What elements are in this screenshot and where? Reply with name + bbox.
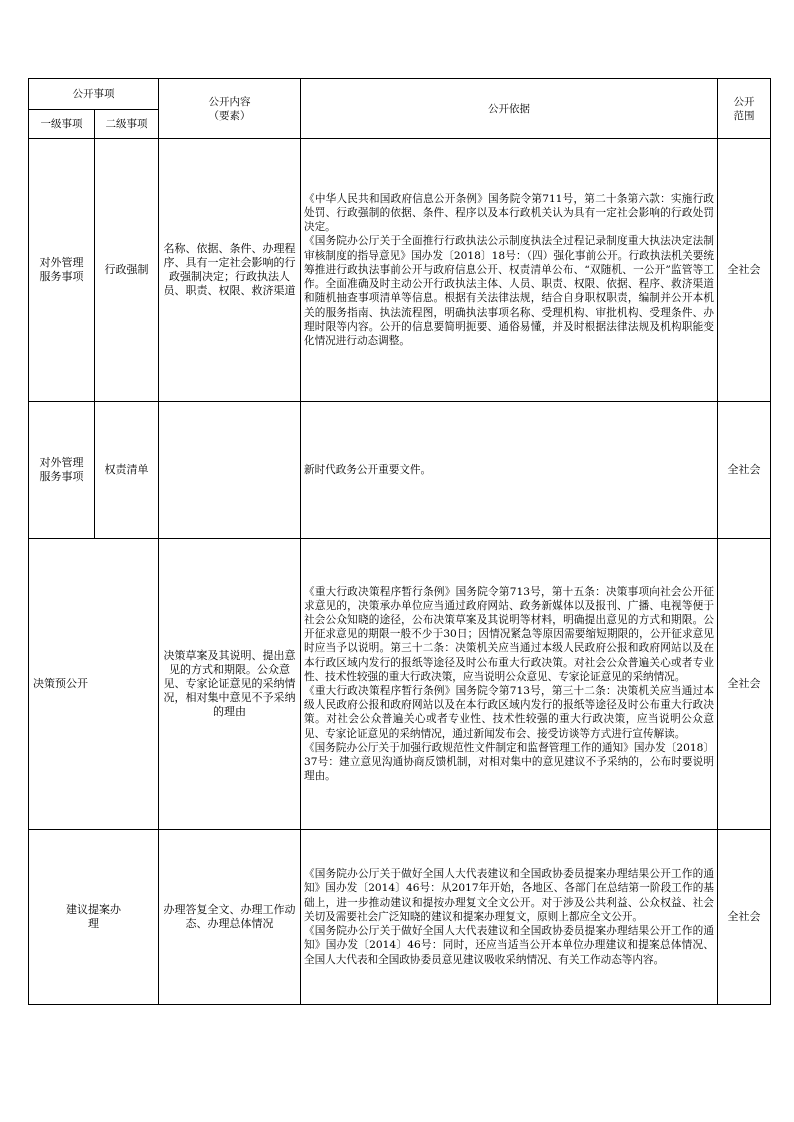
header-level1: 一级事项	[29, 110, 95, 139]
header-content-sub: （要素）	[208, 109, 251, 122]
basis-paragraph: 《国务院办公厅关于全面推行行政执法公示制度执法全过程记录制度重大执法决定法制审核制度的指导意见》国办发〔2018〕18号：（四）强化事前公开。行政执法机关要统筹推进行政执法事前公开与政府信息公开、权责清单公布、“双随机、一公开”监管等工作。全面准确及时主动公开行政执法主体、人员、职责、权限、依据、程序、救济渠道和随机抽查事项清单等信息。根据有关法律法规，结合自身职权职责，编制并公开本机关的服务指南、执法流程图，明确执法事项名称、受理机构、审批机构、受理条件、办理时限等内容。公开的信息要简明扼要、通俗易懂，并及时根据法律法规及机构职能变化情况进行动态调整。	[304, 235, 714, 347]
cell-content: 决策草案及其说明、提出意见的方式和期限。公众意见、专家论证意见的采纳情况，相对集中意见不予采纳的理由	[159, 539, 301, 830]
cell-scope: 全社会	[718, 830, 771, 1005]
basis-paragraph: 《中华人民共和国政府信息公开条例》国务院令第711号，第二十条第六款：实施行政处罚、行政强制的依据、条件、程序以及本行政机关认为具有一定社会影响的行政处罚决定。	[304, 192, 714, 234]
table-row	[29, 139, 771, 402]
cell-level1: 决策预公开	[29, 539, 159, 830]
cell-basis	[301, 402, 718, 539]
basis-paragraph: 《国务院办公厅关于做好全国人大代表建议和全国政协委员提案办理结果公开工作的通知》国办发〔2014〕46号：同时，还应当适当公开本单位办理建议和提案总体情况、全国人大代表和全国政协委员意见建议吸收采纳情况、有关工作动态等内容。	[304, 925, 714, 966]
cell-content: 办理答复全文、办理工作动态、办理总体情况	[159, 830, 301, 1005]
basis-paragraph: 《重大行政决策程序暂行条例》国务院令第713号，第三十二条：决策机关应当通过本级人民政府公报和政府网站以及在本行政区域内发行的报纸等途径及时公布重大行政决策。对社会公众普遍关心或者专业性、技术性较强的重大行政决策，应当说明公众意见、专家论证意见的采纳情况，通过新闻发布会、接受访谈等方式进行宣传解读。	[304, 685, 714, 740]
header-level2: 二级事项	[95, 110, 159, 139]
cell-level2: 行政强制	[95, 139, 159, 402]
header-scope-label: 公开范围	[733, 95, 755, 122]
cell-scope: 全社会	[718, 539, 771, 830]
cell-scope: 全社会	[718, 139, 771, 402]
header-row	[29, 79, 771, 110]
cell-level1: 对外管理服务事项	[29, 139, 95, 402]
table-row	[29, 539, 771, 830]
cell-basis	[301, 830, 718, 1005]
table-row	[29, 830, 771, 1005]
cell-basis	[301, 539, 718, 830]
cell-content: 名称、依据、条件、办理程序、具有一定社会影响的行政强制决定；行政执法人员、职责、权限、救济渠道	[159, 139, 301, 402]
table-row	[29, 402, 771, 539]
cell-level2: 权责清单	[95, 402, 159, 539]
cell-basis	[301, 139, 718, 402]
basis-paragraph: 新时代政务公开重要文件。	[304, 463, 432, 476]
basis-paragraph: 《国务院办公厅关于加强行政规范性文件制定和监督管理工作的通知》国办发〔2018〕37号：建立意见沟通协商反馈机制，对相对集中的意见建议不予采纳的，公布时要说明理由。	[304, 741, 714, 783]
cell-scope: 全社会	[718, 402, 771, 539]
header-content-label: 公开内容	[208, 95, 251, 108]
basis-paragraph: 《国务院办公厅关于做好全国人大代表建议和全国政协委员提案办理结果公开工作的通知》国办发〔2014〕46号：从2017年开始，各地区、各部门在总结第一阶段工作的基础上，进一步推动建议和提按办理复文全文公开。对于涉及公共利益、公众权益、社会关切及需要社会广泛知晓的建议和提案办理复文，原则上都应全文公开。	[304, 868, 714, 923]
header-public-items: 公开事项	[29, 79, 159, 110]
cell-content	[159, 402, 301, 539]
disclosure-table	[28, 78, 771, 1005]
header-basis: 公开依据	[301, 79, 718, 139]
basis-paragraph: 《重大行政决策程序暂行条例》国务院令第713号，第十五条：决策事项向社会公开征求意见的，决策承办单位应当通过政府网站、政务新媒体以及报刊、广播、电视等便于社会公众知晓的途径，公布决策草案及其说明等材料，明确提出意见的方式和期限。公开征求意见的期限一般不少于30日；因情况紧急等原因需要缩短期限的，公开征求意见时应当予以说明。第三十二条：决策机关应当通过本级人民政府公报和政府网站以及在本行政区域内发行的报纸等途径及时公布重大行政决策。对社会公众普遍关心或者专业性、技术性较强的重大行政决策，应当说明公众意见、专家论证意见的采纳情况。	[304, 585, 714, 683]
cell-level1: 对外管理服务事项	[29, 402, 95, 539]
cell-level1: 建议提案办理	[29, 830, 159, 1005]
header-scope	[718, 79, 771, 139]
header-content	[159, 79, 301, 139]
